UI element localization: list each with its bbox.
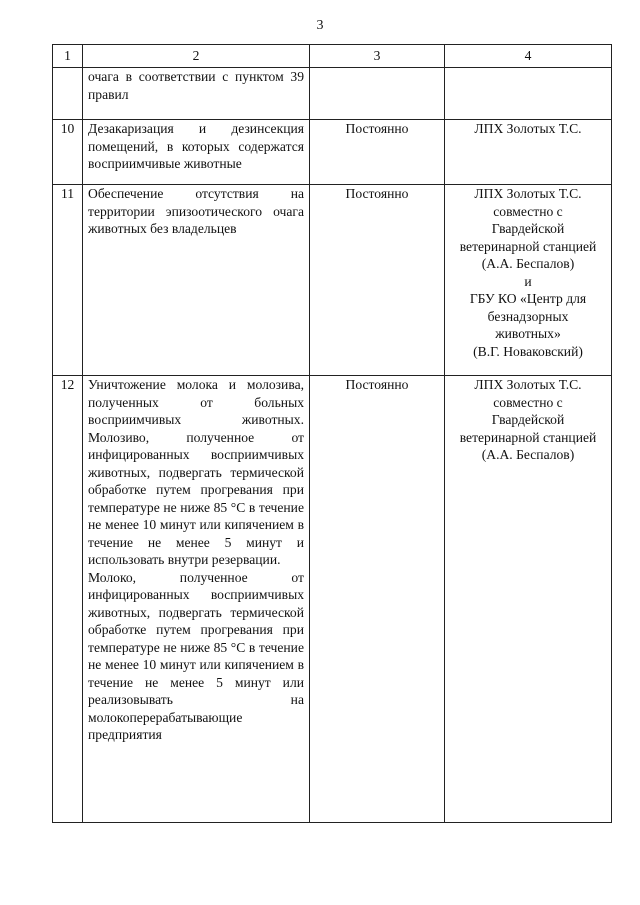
measure-responsible — [445, 68, 612, 120]
description-paragraph: Обеспечение отсутствия на территории эпизоотического очага животных без владельцев — [88, 186, 304, 236]
responsible-line: животных» — [495, 326, 561, 341]
description-paragraph: очага в соответствии с пунктом 39 правил — [88, 69, 304, 102]
column-header-4: 4 — [445, 45, 612, 68]
responsible-line: (А.А. Беспалов) — [481, 447, 575, 462]
responsible-line: (А.А. Беспалов) — [481, 256, 575, 271]
measure-period: Постоянно — [310, 120, 445, 185]
responsible-line: ветеринарной станцией — [459, 238, 597, 254]
row-number: 11 — [53, 185, 83, 376]
column-header-1: 1 — [53, 45, 83, 68]
table-row — [53, 120, 612, 185]
measures-table — [52, 44, 612, 823]
page-number: 3 — [316, 18, 324, 33]
measure-description — [83, 68, 310, 120]
measure-description — [83, 185, 310, 376]
measure-period — [310, 68, 445, 120]
measure-responsible — [445, 185, 612, 376]
table-row — [53, 185, 612, 376]
measure-responsible — [445, 120, 612, 185]
row-number — [53, 68, 83, 120]
responsible-line: ЛПХ Золотых Т.С. — [474, 121, 582, 136]
responsible-line: совместно с — [493, 394, 563, 410]
table-row — [53, 68, 612, 120]
responsible-line: (В.Г. Новаковский) — [473, 343, 583, 359]
responsible-line: ветеринарной станцией — [459, 429, 597, 445]
row-number: 10 — [53, 120, 83, 185]
responsible-line: ЛПХ Золотых Т.С. — [474, 377, 582, 392]
description-paragraph: Уничтожение молока и молозива, полученных от больных восприимчивых животных. Молозиво, полученное от инфицированных восприимчивых животных, подвергать термической обработке путем прогревания при температуре не ниже 85 °С в течение не менее 10 минут или кипячением в течение не менее 5 минут и использовать внутри резервации. — [88, 377, 304, 567]
description-paragraph: Молоко, полученное от инфицированных восприимчивых животных, подвергать термической обработке путем прогревания при температуре не ниже 85 °С в течение не менее 10 минут или кипячением в течение не менее 5 минут или реализовывать на молокоперерабатывающие предприятия — [88, 569, 304, 742]
responsible-line: безнадзорных — [487, 308, 569, 324]
measure-description — [83, 376, 310, 823]
table-row — [53, 376, 612, 823]
responsible-line: Гвардейской — [491, 412, 565, 427]
measure-period: Постоянно — [310, 185, 445, 376]
responsible-line: совместно с — [493, 203, 563, 219]
responsible-line: ЛПХ Золотых Т.С. — [474, 186, 582, 201]
responsible-line: и — [524, 273, 532, 289]
row-number: 12 — [53, 376, 83, 823]
measure-responsible — [445, 376, 612, 823]
responsible-line: Гвардейской — [491, 221, 565, 236]
responsible-line: ГБУ КО «Центр для — [469, 291, 587, 306]
measure-description — [83, 120, 310, 185]
table-header-row — [53, 45, 612, 68]
column-header-3: 3 — [310, 45, 445, 68]
column-header-2: 2 — [83, 45, 310, 68]
measure-period: Постоянно — [310, 376, 445, 823]
description-paragraph: Дезакаризация и дезинсекция помещений, в которых содержатся восприимчивые животные — [88, 121, 304, 171]
